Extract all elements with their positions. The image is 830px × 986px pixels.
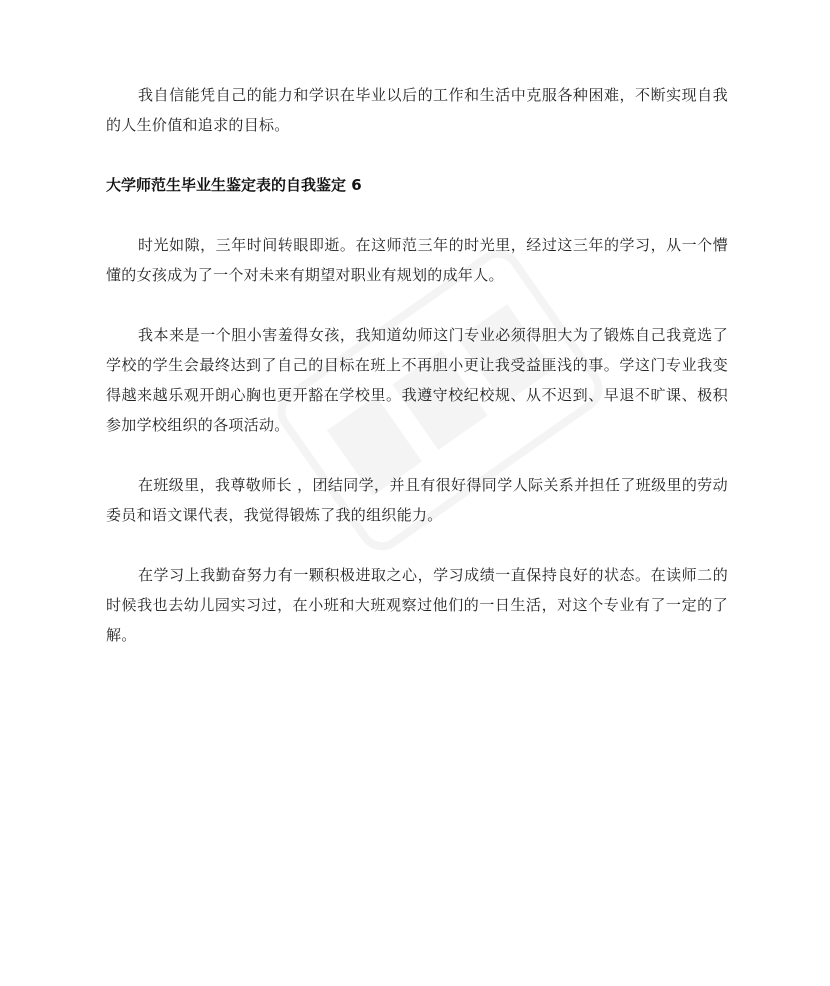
section-heading: 大学师范生毕业生鉴定表的自我鉴定 6 bbox=[106, 176, 362, 194]
paragraph-3: 在班级里，我尊敬师长 ，团结同学，并且有很好得同学人际关系并担任了班级里的劳动委员和语文课代表，我觉得锻炼了我的组织能力。 bbox=[106, 476, 728, 524]
paragraph-1: 时光如隙，三年时间转眼即逝。在这师范三年的时光里，经过这三年的学习，从一个懵懂的女孩成为了一个对未来有期望对职业有规划的成年人。 bbox=[106, 236, 728, 284]
paragraph-intro: 我自信能凭自己的能力和学识在毕业以后的工作和生活中克服各种困难，不断实现自我的人生价值和追求的目标。 bbox=[106, 86, 728, 134]
document-body bbox=[106, 80, 728, 680]
paragraph-4: 在学习上我勤奋努力有一颗积极进取之心，学习成绩一直保持良好的状态。在读师二的时候我也去幼儿园实习过，在小班和大班观察过他们的一日生活，对这个专业有了一定的了解。 bbox=[106, 566, 728, 644]
paragraph-2: 我本来是一个胆小害羞得女孩，我知道幼师这门专业必须得胆大为了锻炼自己我竟选了学校的学生会最终达到了自己的目标在班上不再胆小更让我受益匪浅的事。学这门专业我变得越来越乐观开朗心胸也更开豁在学校里。我遵守校纪校规、从不迟到、早退不旷课、极积参加学校组织的各项活动。 bbox=[106, 326, 728, 434]
